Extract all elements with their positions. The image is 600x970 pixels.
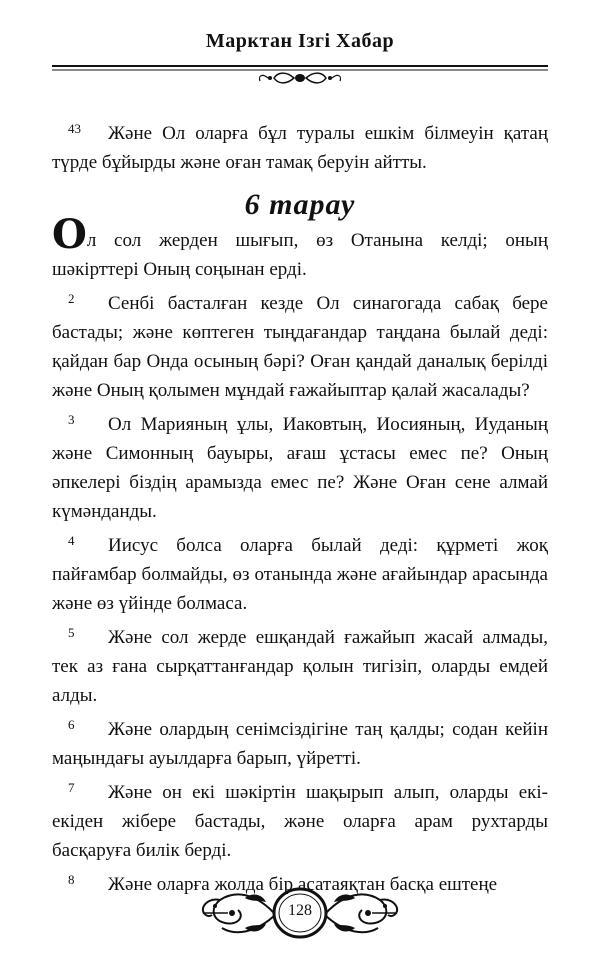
verse-number: 8: [68, 872, 75, 887]
page-number: 128: [288, 902, 312, 919]
drop-cap-letter: О: [52, 211, 87, 258]
verse-number: 3: [68, 412, 75, 427]
verse-text: Және оларға жолда бір асатаяқтан басқа ештеңе: [108, 874, 498, 895]
verse-number: 4: [68, 533, 75, 548]
verse-text: Ол Марияның ұлы, Иаковтың, Иосияның, Иуданың және Симонның бауыры, ағаш ұстасы емес пе? Оның әпкелері біздің арамызда емес пе? Және Оған сене алмай күмәнданды.: [52, 414, 548, 522]
verse-2: [52, 284, 548, 405]
verse-number: 5: [68, 625, 75, 640]
header-divider-ornament: [52, 60, 548, 90]
chapter-title: 6 тарау: [244, 188, 356, 221]
verse-1: [52, 211, 548, 284]
verse-43: [52, 114, 548, 177]
verse-3: [52, 405, 548, 526]
verse-4: [52, 526, 548, 618]
verse-number: 2: [68, 291, 75, 306]
chapter-body: [52, 211, 548, 899]
verse-text: Иисус болса оларға былай деді: құрметі жоқ пайғамбар болмайды, өз отанында және ағайындар арасында және өз үйінде болмаса.: [52, 535, 548, 614]
verse-text: л сол жерден шығып, өз Отанына келді; оның шәкірттері Оның соңынан ерді.: [52, 230, 548, 280]
verse-number: 6: [68, 717, 75, 732]
page-header-title: Марктан Ізгі Хабар: [205, 30, 395, 52]
verse-text: Және олардың сенімсіздігіне таң қалды; содан кейін маңындағы ауылдарға барып, үйретті.: [52, 719, 548, 769]
verse-6: [52, 710, 548, 773]
verse-text: Сенбі басталған кезде Ол синагогада сабақ бере бастады; және көптеген тыңдағандар таңдана былай деді: қайдан бар Онда осының бәрі? Оған қандай даналық берілді және Оның қолымен мұндай ғажайыптар қалай жасалады?: [52, 293, 548, 401]
verse-text: Және он екі шәкіртін шақырып алып, оларды екі-екіден жібере бастады, және оларға арам рухтарды басқаруға билік берді.: [52, 782, 548, 861]
verse-number: 7: [68, 780, 75, 795]
verse-7: [52, 773, 548, 865]
verse-text: Және сол жерде ешқандай ғажайып жасай алмады, тек аз ғана сырқаттанғандар қолын тигізіп, оларды емдей алды.: [52, 627, 548, 706]
verse-number: 43: [68, 121, 81, 136]
verse-5: [52, 618, 548, 710]
verse-text: Және Ол оларға бұл туралы ешкім білмеуін қатаң түрде бұйырды және оған тамақ беруін айтты.: [52, 123, 548, 173]
